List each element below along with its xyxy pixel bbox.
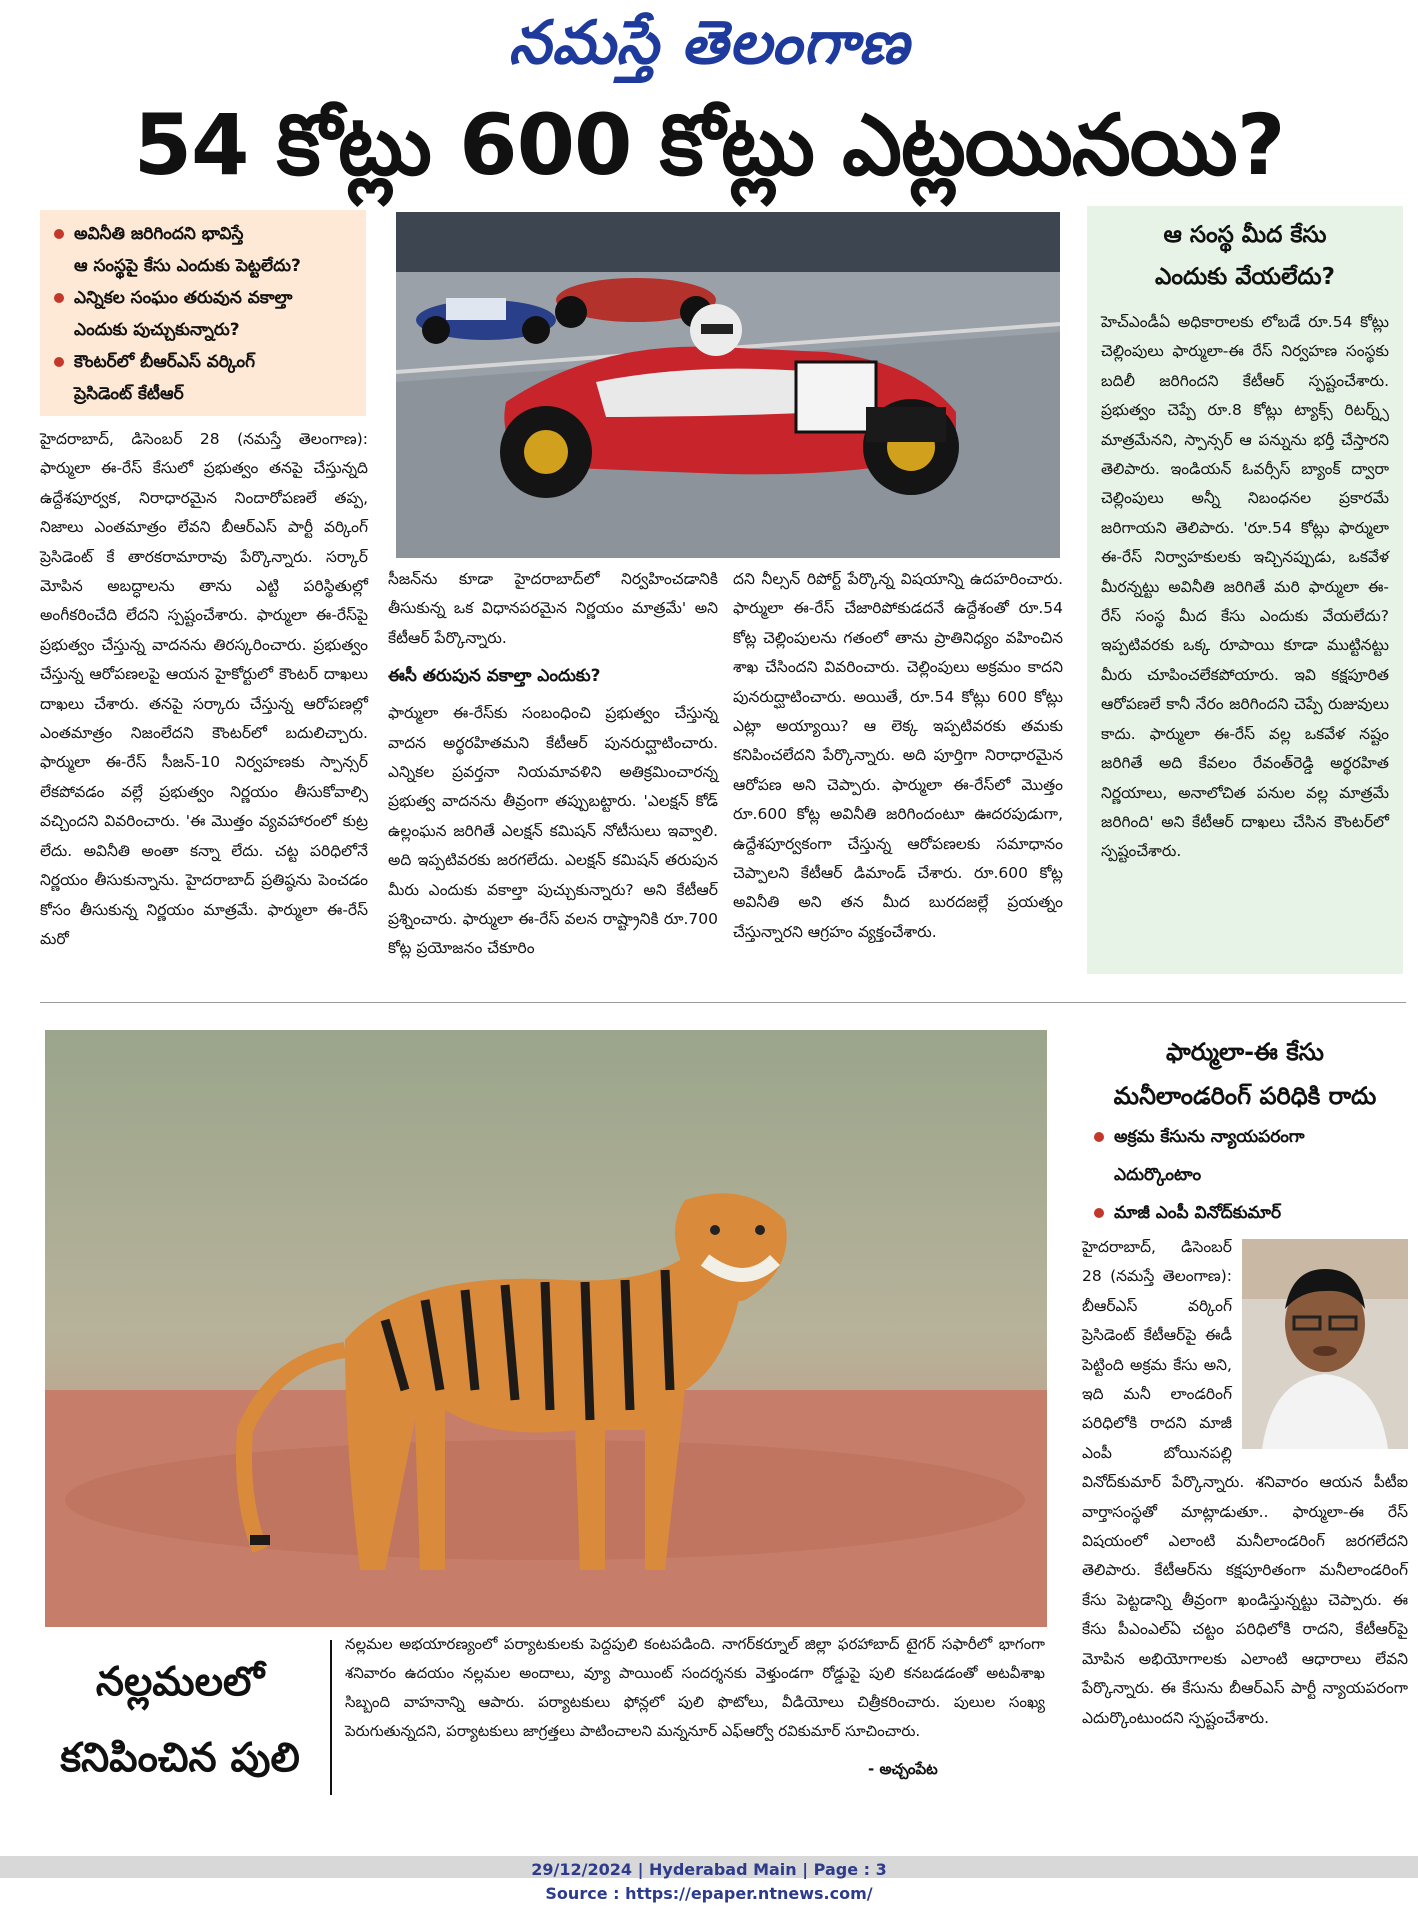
portrait-photo: [1242, 1239, 1408, 1449]
story2-bullets: [1092, 1118, 1412, 1232]
article-column-2: [388, 565, 718, 964]
story2-bullet-item: [1092, 1194, 1412, 1232]
bullet-icon: [54, 357, 64, 367]
bullet-text: అక్రమ కేసును న్యాయపరంగా: [1114, 1127, 1305, 1147]
bullet-text: మాజీ ఎంపీ వినోద్‌కుమార్: [1114, 1203, 1282, 1223]
article-column-3: [733, 565, 1063, 947]
tiger-headline: [40, 1644, 320, 1796]
highlight-item: [50, 282, 356, 346]
sidebar-heading: [1101, 214, 1389, 298]
footer-source-link[interactable]: Source : https://epaper.ntnews.com/: [545, 1884, 873, 1903]
bullet-icon: [54, 229, 64, 239]
highlight-text: కౌంటర్‌లో బీఆర్‌ఎస్ వర్కింగ్: [74, 352, 256, 372]
story2-bullet-item: [1092, 1118, 1412, 1194]
sidebar-heading-line: ఆ సంస్థ మీద కేసు: [1163, 222, 1327, 248]
tiger-photo: [45, 1030, 1047, 1627]
highlight-text: ఆ సంస్థపై కేసు ఎందుకు పెట్టలేదు?: [74, 256, 301, 276]
story2-headline: [1085, 1030, 1405, 1118]
race-car-image: [396, 212, 1060, 558]
masthead: నమస్తే తెలంగాణ: [508, 8, 910, 78]
story2-article: [1082, 1233, 1408, 1733]
formula-race-photo: [396, 212, 1060, 558]
bullet-icon: [1094, 1132, 1104, 1142]
footer: [0, 1858, 1418, 1906]
caption-divider: [330, 1640, 332, 1795]
bullet-text: ఎదుర్కొంటాం: [1114, 1165, 1202, 1185]
highlight-text: ఎందుకు పుచ్చుకున్నారు?: [74, 320, 240, 340]
sidebar-heading-line: ఎందుకు వేయలేదు?: [1155, 264, 1335, 290]
highlight-text: ఎన్నికల సంఘం తరువున వకాల్తా: [74, 288, 293, 308]
article-paragraph: హైదరాబాద్, డిసెంబర్ 28 (నమస్తే తెలంగాణ): ఫార్ములా ఈ-రేస్ కేసులో ప్రభుత్వం తనపై చేస్తున్నది ఉద్దేశపూర్వక, నిరాధారమైన నిందారోపణలే తప్ప, నిజాలు ఎంతమాత్రం లేవని బీఆర్‌ఎస్ పార్టీ వర్కింగ్ ప్రెసిడెంట్ కే తారకరామారావు పేర్కొన్నారు. సర్కార్ మోపిన అబద్ధాలను తాను ఎట్టి పరిస్థితుల్లో అంగీకరించేది లేదని స్పష్టంచేశారు. ఫార్ములా ఈ-రేస్‌పై ప్రభుత్వం చేస్తున్న వాదనను తిరస్కరించారు. ప్రభుత్వం చేస్తున్న ఆరోపణలపై ఆయన హైకోర్టులో కౌంటర్ దాఖలు దాఖలు చేశారు. తనపై సర్కారు చేస్తున్న ఆరోపణల్లో ఎంతమాత్రం నిజంలేదని కౌంటర్‌లో బదులిచ్చారు. ఫార్ములా ఈ-రేస్ సీజన్-10 నిర్వహణకు స్పాన్సర్ లేకపోవడం వల్లే ప్రభుత్వం నిర్ణయం తీసుకోవాల్సి వచ్చిందని వివరించారు. 'ఈ మొత్తం వ్యవహారంలో కుట్ర లేదు. అవినీతి అంతా కన్నా లేదు. చట్ట పరిధిలోనే నిర్ణయం తీసుకున్నాను. హైదరాబాద్ ప్రతిష్ఠను పెంచడం కోసం తీసుకున్న నిర్ణయం మాత్రమే. ఫార్ములా ఈ-రేస్ మరో: [40, 430, 368, 948]
footer-date-line: 29/12/2024 | Hyderabad Main | Page : 3: [531, 1860, 887, 1879]
story2-headline-line: ఫార్ములా-ఈ కేసు: [1166, 1038, 1324, 1066]
sidebar-body: హెచ్‌ఎండీఏ అధికారాలకు లోబడే రూ.54 కోట్లు చెల్లింపులు ఫార్ములా-ఈ రేస్ నిర్వహణ సంస్థకు బదిలీ జరిగిందని కేటీఆర్ స్పష్టంచేశారు. ప్రభుత్వం చెప్పే రూ.8 కోట్లు ట్యాక్స్ రిటర్న్స్ మాత్రమేనని, స్పాన్సర్ ఆ పన్నును భర్తీ చేస్తారని తెలిపారు. ఇండియన్ ఓవర్సీస్ బ్యాంక్ ద్వారా చెల్లింపులు అన్నీ నిబంధనల ప్రకారమే జరిగాయని తెలిపారు. 'రూ.54 కోట్లు ఫార్ములా ఈ-రేస్ నిర్వాహకులకు ఇచ్చినప్పుడు, ఒకవేళ మీరన్నట్టు అవినీతి జరిగితే మరి ఫార్ములా ఈ-రేస్ సంస్థ మీద కేసు ఎందుకు వేయలేదు? ఇప్పటివరకు ఒక్క రూపాయి కూడా ముట్టినట్టు మీరు చూపించలేకపోయారు. ఇవి కక్షపూరిత ఆరోపణలే కానీ నేరం జరిగిందని చెప్పే రుజువులు కాదు. ఫార్ములా ఈ-రేస్ వల్ల ఒకవేళ నష్టం జరిగితే అది కేవలం రేవంత్‌రెడ్డి అర్థరహిత నిర్ణయాలు, అనాలోచిత పనుల వల్ల మాత్రమే జరిగింది' అని కేటీఆర్ దాఖలు చేసిన కౌంటర్‌లో స్పష్టంచేశారు.: [1101, 313, 1389, 861]
highlight-text: అవినీతి జరిగిందని భావిస్తే: [74, 224, 244, 244]
highlight-item: [50, 346, 356, 410]
article-subheading: ఈసీ తరుపున వకాల్తా ఎందుకు?: [388, 666, 601, 687]
article-column-1: [40, 425, 368, 954]
article-paragraph: దని నీల్సన్ రిపోర్ట్ పేర్కొన్న విషయాన్ని ఉదహరించారు. ఫార్ములా ఈ-రేస్ చేజారిపోకుడదనే ఉద్దేశంతో రూ.54 కోట్ల చెల్లింపులను గతంలో తాను ప్రాతినిధ్యం వహించిన శాఖ చేసిందని వివరించారు. చెల్లింపులు అక్రమం కాదని పునరుద్ఘాటించారు. అయితే, రూ.54 కోట్లు 600 కోట్లు ఎట్లా అయ్యాయి? ఆ లెక్క ఇప్పటివరకు తమకు కనిపించలేదని పేర్కొన్నారు. అది పూర్తిగా నిరాధారమైన ఆరోపణ అని చెప్పారు. ఫార్ములా ఈ-రేస్‌లో మొత్తం రూ.600 కోట్ల అవినీతి జరిగిందంటూ ఊదరపుడుగా, ఉద్దేశపూర్వకంగా చేస్తున్న ఆరోపణలకు సమాధానం చెప్పాలని కేటీఆర్ డిమాండ్ చేశారు. రూ.600 కోట్ల అవినీతి అని తన మీద బురదజల్లే ప్రయత్నం చేస్తున్నారని ఆగ్రహం వ్యక్తంచేశారు.: [733, 570, 1063, 941]
main-headline: 54 కోట్లు 600 కోట్లు ఎట్లయినయి?: [133, 96, 1285, 194]
story2-headline-line: మనీలాండరింగ్ పరిధికి రాదు: [1113, 1082, 1377, 1110]
bullet-icon: [1094, 1208, 1104, 1218]
tiger-headline-line: నల్లమలలో: [95, 1659, 265, 1705]
speaker-portrait-image: [1242, 1239, 1408, 1449]
tiger-image: [45, 1030, 1047, 1627]
section-divider: [40, 1002, 1406, 1003]
highlight-item: [50, 218, 356, 282]
bullet-icon: [54, 293, 64, 303]
story2-body: హైదరాబాద్, డిసెంబర్ 28 (నమస్తే తెలంగాణ): బీఆర్‌ఎస్ వర్కింగ్ ప్రెసిడెంట్ కేటీఆర్‌పై ఈడీ పెట్టింది అక్రమ కేసు అని, ఇది మనీ లాండరింగ్ పరిధిలోకి రాదని మాజీ ఎంపీ బోయినపల్లి వినోద్‌కుమార్ పేర్కొన్నారు. శనివారం ఆయన పీటీఐ వార్తాసంస్థతో మాట్లాడుతూ.. ఫార్ములా-ఈ రేస్ విషయంలో ఎలాంటి మనీలాండరింగ్ జరగలేదని తెలిపారు. కేటీఆర్‌ను కక్షపూరితంగా మనీలాండరింగ్ కేసు పెట్టడాన్ని తీవ్రంగా ఖండిస్తున్నట్టు చెప్పారు. ఈ కేసు పీఎంఎల్‌ఏ చట్టం పరిధిలోకి రాదని, కేటీఆర్‌పై మోపిన అభియోగాలకు ఎలాంటి ఆధారాలు లేవని పేర్కొన్నారు. ఈ కేసును బీఆర్‌ఎస్ పార్టీ న్యాయపరంగా ఎదుర్కొంటుందని స్పష్టంచేశారు.: [1082, 1238, 1408, 1727]
tiger-headline-line: కనిపించిన పులి: [60, 1735, 300, 1781]
photo-credit: - అచ్చంపేట: [868, 1760, 938, 1778]
article-paragraph: ఫార్ములా ఈ-రేస్‌కు సంబంధించి ప్రభుత్వం చేస్తున్న వాదన అర్థరహితమని కేటీఆర్ పునరుద్ఘాటించారు. ఎన్నికల ప్రవర్తనా నియమావళిని అతిక్రమించారన్న ప్రభుత్వ వాదనను తీవ్రంగా తప్పుబట్టారు. 'ఎలక్షన్ కోడ్ ఉల్లంఘన జరిగితే ఎలక్షన్ కమిషన్ నోటీసులు ఇవ్వాలి. అది ఇప్పటివరకు జరగలేదు. ఎలక్షన్ కమిషన్ తరుపున మీరు ఎందుకు వకాల్తా పుచ్చుకున్నారు? అని కేటీఆర్ ప్రశ్నించారు. ఫార్ములా ఈ-రేస్ వలన రాష్ట్రానికి రూ.700 కోట్ల ప్రయోజనం చేకూరిం: [388, 704, 718, 958]
highlights-box: [40, 210, 366, 416]
article-paragraph: సీజన్‌ను కూడా హైదరాబాద్‌లో నిర్వహించడానికి తీసుకున్న ఒక విధానపరమైన నిర్ణయం మాత్రమే' అని కేటీఆర్ పేర్కొన్నారు.: [388, 570, 718, 647]
highlight-text: ప్రెసిడెంట్ కేటీఆర్: [74, 384, 184, 404]
sidebar-box: [1087, 206, 1403, 974]
tiger-caption: నల్లమల అభయారణ్యంలో పర్యాటకులకు పెద్దపులి కంటపడింది. నాగర్‌కర్నూల్ జిల్లా ఫరహాబాద్ టైగర్ సఫారీలో భాగంగా శనివారం ఉదయం నల్లమల అందాలు, వ్యూ పాయింట్ సందర్శనకు వెళ్తుండగా రోడ్డుపై పులి కనబడడంతో అటవీశాఖ సిబ్బంది వాహనాన్ని ఆపారు. పర్యాటకులు ఫోన్లలో పులి ఫొటోలు, వీడియోలు చిత్రీకరించారు. పులుల సంఖ్య పెరుగుతున్నదని, పర్యాటకులు జాగ్రత్తలు పాటించాలని మన్ననూర్ ఎఫ్‌ఆర్వో రవికుమార్ సూచించారు.: [345, 1635, 1045, 1740]
